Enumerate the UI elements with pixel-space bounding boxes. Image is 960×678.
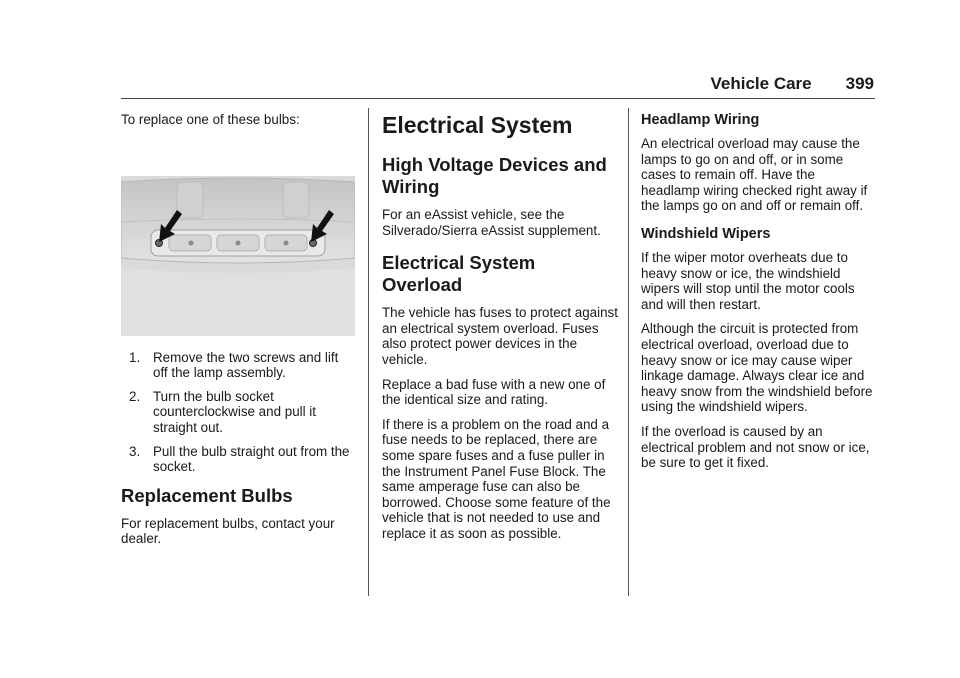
column-divider-1 [368, 108, 369, 596]
headlamp-wiring-text: An electrical overload may cause the lamps to go on and off, or in some cases to remain off. Have the headlamp wiring checked right away if the lamps go on and off or remain off. [641, 136, 868, 214]
overload-paragraph-1: The vehicle has fuses to protect against an electrical system overload. Fuses also protect power devices in the vehicle. [382, 305, 618, 367]
column-1 [121, 112, 355, 556]
lamp-assembly-illustration [121, 176, 355, 336]
replacement-bulbs-heading: Replacement Bulbs [121, 484, 293, 506]
replacement-bulbs-text: For replacement bulbs, contact your dealer. [121, 515, 335, 547]
section-title: Vehicle Care [710, 74, 812, 93]
intro-text: To replace one of these bulbs: [121, 112, 300, 127]
electrical-system-title: Electrical System [382, 112, 573, 138]
headlamp-wiring-heading: Headlamp Wiring [641, 112, 760, 128]
overload-paragraph-2: Replace a bad fuse with a new one of the identical size and rating. [382, 376, 606, 408]
list-item: 1. Remove the two screws and lift off the lamp assembly. [129, 349, 339, 381]
high-voltage-text: For an eAssist vehicle, see the Silverado/Sierra eAssist supplement. [382, 207, 601, 238]
list-item: 3. Pull the bulb straight out from the socket. [129, 443, 350, 475]
column-3 [641, 112, 877, 480]
windshield-wipers-heading: Windshield Wipers [641, 225, 771, 242]
page-number: 399 [845, 74, 874, 93]
steps-list [121, 350, 355, 475]
overload-heading: Electrical System Overload [382, 252, 536, 296]
wiper-paragraph-2: Although the circuit is protected from electrical overload, overload due to heavy snow or ice may cause wiper linkage damage. Always clear ice and heavy snow from the windshield before using the windshield wipers. [641, 321, 873, 415]
lamp-assembly-drawing [121, 176, 355, 336]
page-header [711, 74, 875, 94]
header-rule [121, 98, 875, 99]
list-item: 2. Turn the bulb socket counterclockwise and pull it straight out. [129, 388, 317, 435]
overload-paragraph-3: If there is a problem on the road and a fuse needs to be replaced, there are some spare fuses and a fuse puller in the Instrument Panel Fuse Block. The same amperage fuse can also be borrowed. Choose some feature of the vehicle that is not needed to use and replace it as soon as possible. [382, 416, 611, 541]
high-voltage-heading: High Voltage Devices and Wiring [382, 154, 607, 197]
wiper-paragraph-1: If the wiper motor overheats due to heavy snow or ice, the windshield wipers will stop until the motor cools and will then restart. [641, 249, 855, 312]
wiper-paragraph-3: If the overload is caused by an electrical problem and not snow or ice, be sure to get it fixed. [641, 423, 870, 471]
column-divider-2 [628, 108, 629, 596]
column-2 [382, 112, 618, 551]
